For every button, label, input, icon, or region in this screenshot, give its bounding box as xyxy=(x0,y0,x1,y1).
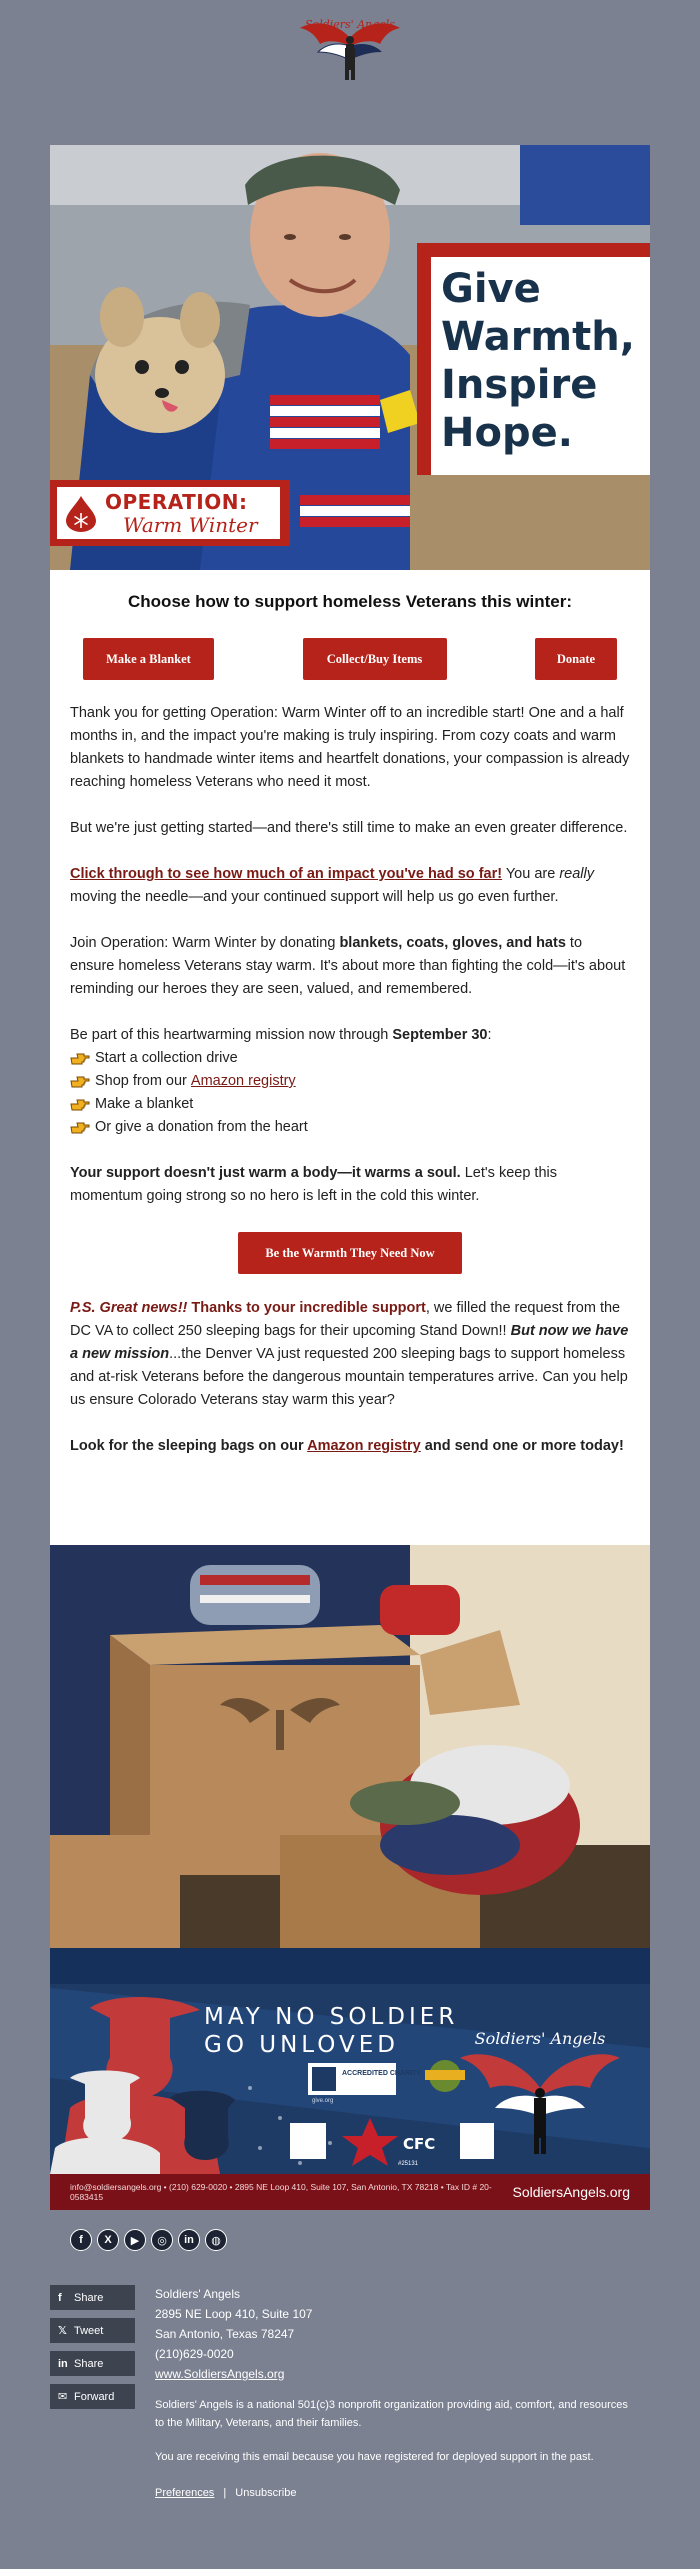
share-buttons xyxy=(50,2285,135,2417)
footer-mission: Soldiers' Angels is a national 501(c)3 nonprofit organization providing aid, comfort, and resources to the Military, Veterans, and their families. xyxy=(155,2399,628,2429)
facebook-icon: f xyxy=(58,2291,62,2304)
badge-operation-label: OPERATION: xyxy=(105,490,248,514)
linkedin-share-button[interactable]: in Share xyxy=(50,2351,135,2376)
preferences-link[interactable]: Preferences xyxy=(155,2487,215,2499)
banner-contact-info: info@soldiersangels.org • (210) 629-0020 • 2895 NE Loop 410, Suite 107, San Antonio, TX 78218 • Tax ID # 20-0583415 xyxy=(70,2182,492,2202)
ps-paragraph: P.S. Great news!! Thanks to your incredible support, we filled the request from the DC VA to collect 250 sleeping bags for their upcoming Stand Down!! But now we have a new mission...the Denver VA just requested 200 sleeping bags to support homeless and at-risk Veterans before the dangerous mountain temperatures arrive. Can you help us ensure Colorado Veterans stay warm this year? xyxy=(70,1300,629,1408)
may-no-soldier-go-unloved-banner[interactable] xyxy=(50,1948,650,2210)
support-section-title: Choose how to support homeless Veterans this winter: xyxy=(128,592,572,611)
list-item: Make a blanket xyxy=(70,1093,630,1116)
banner-website[interactable]: SoldiersAngels.org xyxy=(512,2184,630,2200)
accredited-charity-label: ACCREDITED CHARITY xyxy=(342,2070,421,2077)
unsubscribe-link[interactable]: Unsubscribe xyxy=(235,2487,297,2499)
x-icon: 𝕏 xyxy=(58,2325,67,2337)
pointing-hand-icon xyxy=(70,1098,90,1112)
footer-org-name: Soldiers' Angels xyxy=(155,2287,241,2301)
social-icons xyxy=(70,2229,227,2251)
svg-text:Soldiers' Angels: Soldiers' Angels xyxy=(474,2029,606,2048)
ways-to-help-list xyxy=(70,1047,630,1139)
facebook-share-button[interactable]: f Share xyxy=(50,2285,135,2310)
donate-button[interactable]: Donate xyxy=(535,638,617,680)
badge-warm-winter-label: Warm Winter xyxy=(123,513,258,537)
footer-info xyxy=(155,2284,635,2503)
x-tweet-button[interactable]: 𝕏 Tweet xyxy=(50,2318,135,2343)
envelope-icon: ✉ xyxy=(58,2391,68,2403)
pointing-hand-icon xyxy=(70,1075,90,1089)
email-card xyxy=(50,145,650,1545)
banner-artwork xyxy=(50,1948,650,2210)
hero-headline-line-3: Inspire xyxy=(441,362,598,408)
soldiers-angels-logo[interactable] xyxy=(296,14,404,82)
warms-a-soul-paragraph: Your support doesn't just warm a body—it warms a soul. Let's keep this momentum going strong so no hero is left in the cold this winter. xyxy=(70,1165,557,1204)
email-forward-button[interactable]: ✉ Forward xyxy=(50,2384,135,2409)
banner-contact-bar xyxy=(50,2174,650,2210)
support-button-row xyxy=(70,638,630,680)
hero-headline-line-2: Warmth, xyxy=(441,314,635,360)
hero-headline-line-4: Hope. xyxy=(441,410,573,456)
hero[interactable] xyxy=(50,145,650,570)
hero-headline-line-1: Give xyxy=(441,266,541,312)
footer-address-line-1: 2895 NE Loop 410, Suite 107 xyxy=(155,2307,313,2321)
footer-address-line-2: San Antonio, Texas 78247 xyxy=(155,2327,295,2341)
intro-paragraph: Thank you for getting Operation: Warm Winter off to an incredible start! One and a half months in, and the impact you're making is truly inspiring. From cozy coats and warm blankets to handmade winter items and heartfelt donations, your compassion is already reaching homeless Veterans who need it most. xyxy=(70,705,630,790)
list-item: Or give a donation from the heart xyxy=(70,1116,630,1139)
hero-headline-panel xyxy=(417,243,650,475)
final-amazon-registry-link[interactable]: Amazon registry xyxy=(307,1438,421,1454)
impact-paragraph: Click through to see how much of an impact you've had so far! You are really moving the needle—and your continued support will help us go even further. xyxy=(70,866,594,905)
give-org-label: give.org xyxy=(312,2098,334,2104)
pointing-hand-icon xyxy=(70,1052,90,1066)
amazon-registry-link[interactable]: Amazon registry xyxy=(190,1073,296,1089)
cfc-number: #25131 xyxy=(398,2161,419,2167)
footer-links: Preferences | Unsubscribe xyxy=(155,2487,297,2499)
snowflake-drop-icon xyxy=(64,495,98,533)
make-a-blanket-button[interactable]: Make a Blanket xyxy=(83,638,214,680)
list-item: Start a collection drive xyxy=(70,1047,630,1070)
donated-blankets-boxes-photo xyxy=(50,1545,650,1948)
linkedin-icon: in xyxy=(58,2357,68,2370)
operation-warm-winter-badge xyxy=(50,480,290,546)
join-paragraph: Join Operation: Warm Winter by donating blankets, coats, gloves, and hats to ensure homeless Veterans stay warm. It's about more than fighting the cold—it's about reminding our heroes they are seen, valued, and remembered. xyxy=(70,935,626,997)
be-the-warmth-button[interactable]: Be the Warmth They Need Now xyxy=(238,1232,462,1274)
list-item: Shop from our Amazon registry xyxy=(70,1070,630,1093)
footer-phone: (210)629-0020 xyxy=(155,2347,234,2361)
banner-title: MAY NO SOLDIER GO UNLOVED xyxy=(204,2004,459,2058)
footer-reason: You are receiving this email because you have registered for deployed support in the past. xyxy=(155,2451,594,2463)
footer-website-link[interactable]: www.SoldiersAngels.org xyxy=(155,2367,285,2381)
logo-text: Soldiers' Angels xyxy=(305,18,395,31)
instagram-icon[interactable]: ◎ xyxy=(151,2229,173,2251)
final-call-paragraph: Look for the sleeping bags on our Amazon registry and send one or more today! xyxy=(70,1438,624,1454)
facebook-icon[interactable]: f xyxy=(70,2229,92,2251)
impact-link[interactable]: Click through to see how much of an impact you've had so far! xyxy=(70,866,503,882)
youtube-icon[interactable]: ▶ xyxy=(124,2229,146,2251)
x-twitter-icon[interactable]: X xyxy=(97,2229,119,2251)
mission-deadline-paragraph: Be part of this heartwarming mission now through September 30: xyxy=(70,1027,492,1043)
website-icon[interactable]: ◍ xyxy=(205,2229,227,2251)
collect-buy-items-button[interactable]: Collect/Buy Items xyxy=(303,638,447,680)
cfc-label: CFC xyxy=(403,2135,436,2153)
getting-started-paragraph: But we're just getting started—and there's still time to make an even greater difference. xyxy=(70,820,628,836)
linkedin-icon[interactable]: in xyxy=(178,2229,200,2251)
pointing-hand-icon xyxy=(70,1121,90,1135)
